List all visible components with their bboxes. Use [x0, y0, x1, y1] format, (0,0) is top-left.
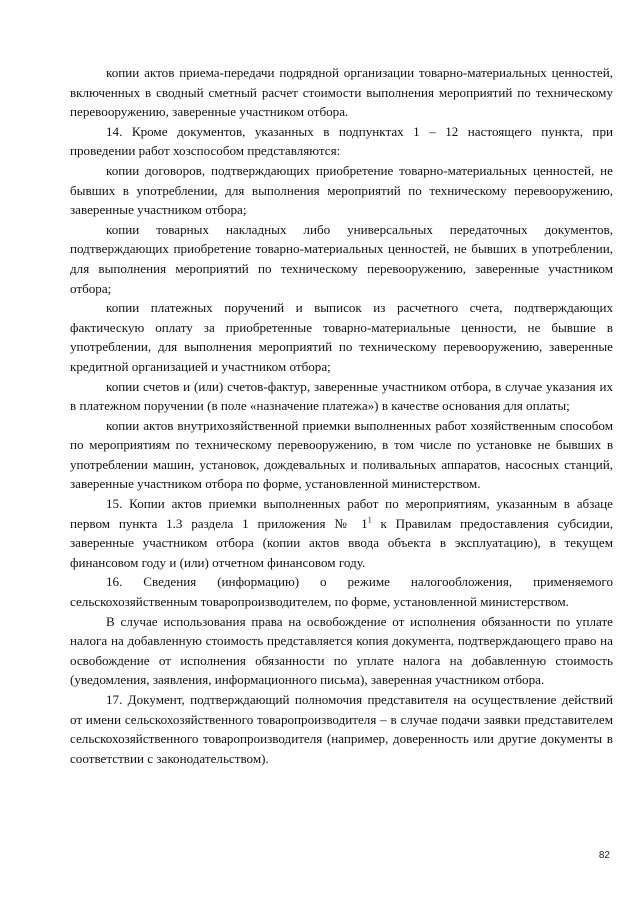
paragraph-acts-transfer: копии актов приема-передачи подрядной организации товарно-материальных ценностей, включенных в сводный сметный расчет стоимости выполнения мероприятий по техническому перевооружению, заверенные участником отбора. [70, 65, 613, 120]
paragraph-invoices-copies: копии товарных накладных либо универсальных передаточных документов, подтверждающих приобретение товарно-материальных ценностей, не бывших в употреблении, для выполнения мероприятий по техническому перевооружению, заверенные участником отбора; [70, 221, 613, 296]
paragraph-item-17: 17. Документ, подтверждающий полномочия представителя на осуществление действий от имени сельскохозяйственного товаропроизводителя – в случае подачи заявки представителем сельскохозяйственного товаропроизводителя (например, доверенность или другие документы в соответствии с законодательством). [70, 692, 613, 766]
paragraph-item-16: 16. Сведения (информацию) о режиме налогообложения, применяемого сельскохозяйственным товаропроизводителем, по форме, установленной министерством. [70, 574, 613, 610]
paragraph-contracts-copies: копии договоров, подтверждающих приобретение товарно-материальных ценностей, не бывших в употреблении, для выполнения мероприятий по техническому перевооружению, заверенные участником отбора; [70, 162, 613, 218]
document-body [70, 63, 613, 768]
paragraph-item-15 [70, 494, 613, 572]
paragraph-accounts-copies: копии счетов и (или) счетов-фактур, заверенные участником отбора, в случае указания их в платежном поручении (в поле «назначение платежа») в качестве основания для оплаты; [70, 378, 613, 414]
paragraph-vat-exemption: В случае использования права на освобождение от исполнения обязанности по уплате налога на добавленную стоимость представляется копия документа, подтверждающего право на освобождение от исполнения обязанности по уплате налога на добавленную стоимость (уведомления, заявления, информационного письма), заверенная участником отбора. [70, 613, 613, 688]
paragraph-item-15-after: к Правилам предоставления субсидии, заверенные участником отбора (копии актов ввода объекта в эксплуатацию), в текущем финансовом году и (или) отчетном финансовом году. [70, 515, 613, 570]
footnote-superscript: 1 [367, 515, 372, 525]
paragraph-item-14: 14. Кроме документов, указанных в подпунктах 1 – 12 настоящего пункта, при проведении работ хозспособом представляются: [70, 123, 613, 159]
paragraph-item-15-before: 15. Копии актов приемки выполненных работ по мероприятиям, указанным в абзаце первом пункта 1.3 раздела 1 приложения № 1 [70, 496, 613, 531]
paragraph-internal-acceptance: копии актов внутрихозяйственной приемки выполненных работ хозяйственным способом по мероприятиям по техническому перевооружению, в том числе по установке не бывших в употреблении машин, установок, дождевальных и поливальных аппаратов, насосных станций, заверенные участником отбора по форме, установленной министерством. [70, 417, 613, 492]
paragraph-payment-orders: копии платежных поручений и выписок из расчетного счета, подтверждающих фактическую оплату за приобретенные товарно-материальные ценности, не бывшие в употреблении, для выполнения мероприятий по техническому перевооружению, заверенные кредитной организацией и участником отбора; [70, 300, 613, 374]
page-number: 82 [598, 850, 610, 861]
